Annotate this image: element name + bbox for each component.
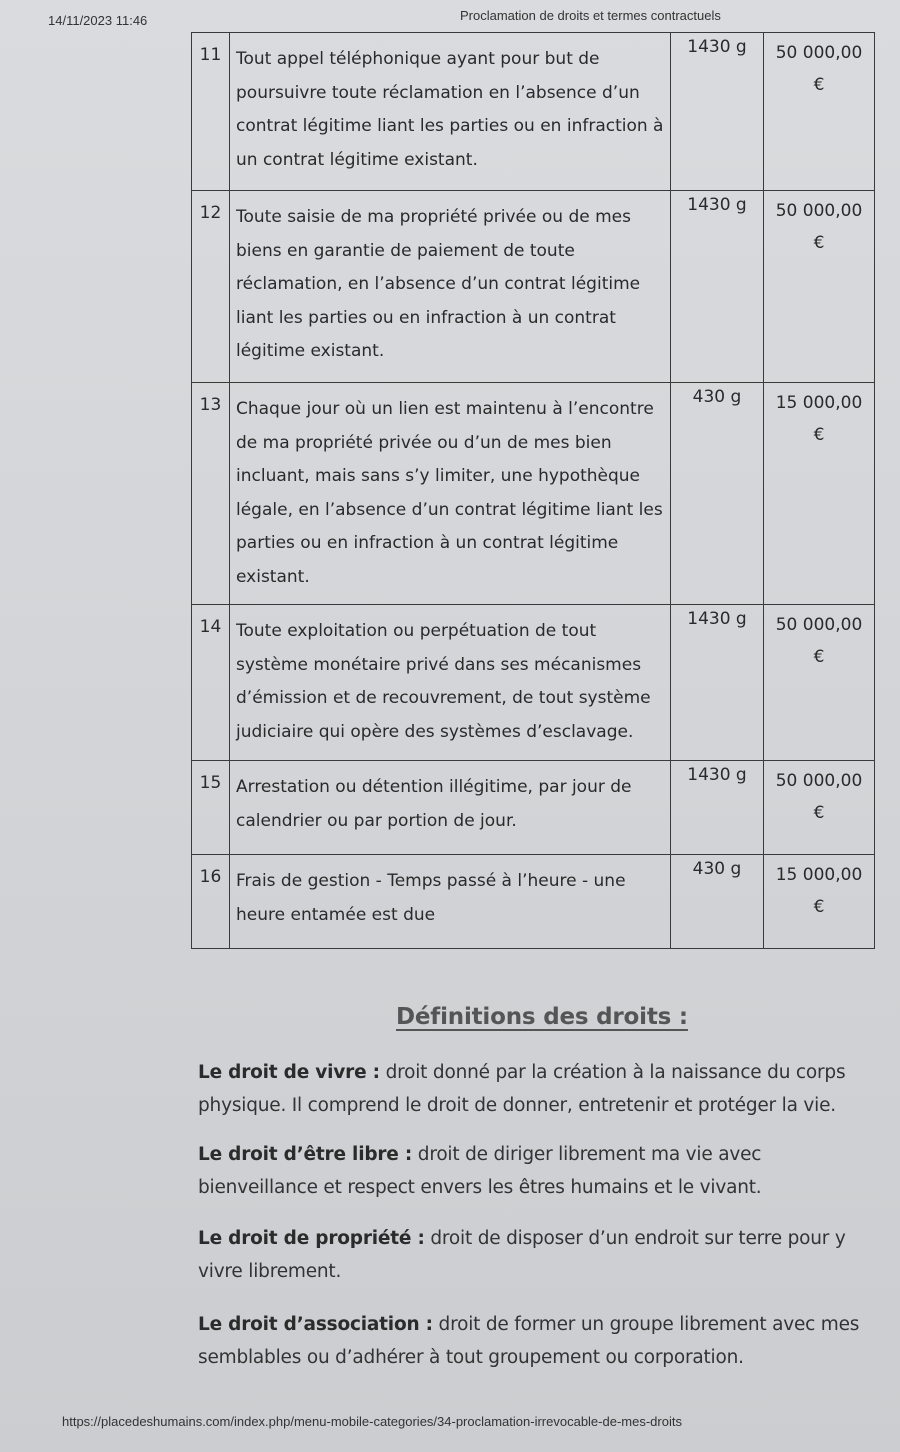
currency-symbol: € (813, 647, 825, 667)
definition-term: Le droit de vivre : (198, 1062, 380, 1083)
row-weight: 1430 g (671, 191, 764, 383)
amount-value: 50 000,00 (775, 43, 863, 63)
definitions-title: Définitions des droits : (396, 1004, 688, 1030)
row-description: Tout appel téléphonique ayant pour but de poursuivre toute réclamation en l’absence d’un contrat légitime liant les parties ou en infraction à un contrat légitime existant. (230, 33, 671, 191)
definition-text: droit de diriger librement ma vie avec bienveillance et respect envers les êtres humains et le vivant. (198, 1144, 762, 1198)
row-weight: 1430 g (671, 761, 764, 855)
print-date: 14/11/2023 11:46 (48, 13, 148, 28)
definition-term: Le droit de propriété : (198, 1228, 425, 1249)
currency-symbol: € (813, 897, 825, 917)
definition-term: Le droit d’être libre : (198, 1144, 413, 1165)
claims-table (191, 32, 875, 949)
definition-term: Le droit d’association : (198, 1314, 433, 1335)
table-row (192, 383, 875, 605)
row-number: 13 (192, 383, 230, 605)
row-description: Toute exploitation ou perpétuation de tout système monétaire privé dans ses mécanismes d’émission et de recouvrement, de tout système judiciaire qui opère des systèmes d’esclavage. (230, 605, 671, 761)
row-number: 16 (192, 855, 230, 949)
definition-item (198, 1056, 883, 1122)
definition-item (198, 1308, 883, 1374)
table-row (192, 855, 875, 949)
row-number: 11 (192, 33, 230, 191)
definition-item (198, 1222, 883, 1288)
row-number: 15 (192, 761, 230, 855)
row-amount (764, 383, 875, 605)
row-description: Frais de gestion - Temps passé à l’heure - une heure entamée est due (230, 855, 671, 949)
table-row (192, 33, 875, 191)
row-description: Toute saisie de ma propriété privée ou de mes biens en garantie de paiement de toute réclamation, en l’absence d’un contrat légitime liant les parties ou en infraction à un contrat légitime existant. (230, 191, 671, 383)
row-weight: 430 g (671, 855, 764, 949)
definition-text: droit de former un groupe librement avec mes semblables ou d’adhérer à tout groupement ou corporation. (198, 1314, 860, 1368)
row-number: 14 (192, 605, 230, 761)
table-row (192, 761, 875, 855)
currency-symbol: € (813, 425, 825, 445)
amount-value: 50 000,00 (775, 615, 863, 635)
row-amount (764, 605, 875, 761)
row-description: Chaque jour où un lien est maintenu à l’encontre de ma propriété privée ou d’un de mes bien incluant, mais sans s’y limiter, une hypothèque légale, en l’absence d’un contrat légitime liant les parties ou en infraction à un contrat légitime existant. (230, 383, 671, 605)
row-weight: 1430 g (671, 33, 764, 191)
row-number: 12 (192, 191, 230, 383)
print-header-title: Proclamation de droits et termes contractuels (460, 8, 721, 23)
row-amount (764, 33, 875, 191)
definition-item (198, 1138, 883, 1204)
row-amount (764, 761, 875, 855)
amount-value: 15 000,00 (775, 393, 863, 413)
print-footer-url: https://placedeshumains.com/index.php/menu-mobile-categories/34-proclamation-irrevocable-de-mes-droits (62, 1414, 682, 1429)
row-weight: 430 g (671, 383, 764, 605)
currency-symbol: € (813, 75, 825, 95)
definition-text: droit donné par la création à la naissance du corps physique. Il comprend le droit de donner, entretenir et protéger la vie. (198, 1062, 846, 1116)
amount-value: 15 000,00 (775, 865, 863, 885)
row-weight: 1430 g (671, 605, 764, 761)
row-description: Arrestation ou détention illégitime, par jour de calendrier ou par portion de jour. (230, 761, 671, 855)
definition-text: droit de disposer d’un endroit sur terre pour y vivre librement. (198, 1228, 846, 1282)
currency-symbol: € (813, 803, 825, 823)
row-amount (764, 191, 875, 383)
currency-symbol: € (813, 233, 825, 253)
amount-value: 50 000,00 (775, 771, 863, 791)
table-row (192, 191, 875, 383)
row-amount (764, 855, 875, 949)
amount-value: 50 000,00 (775, 201, 863, 221)
table-row (192, 605, 875, 761)
